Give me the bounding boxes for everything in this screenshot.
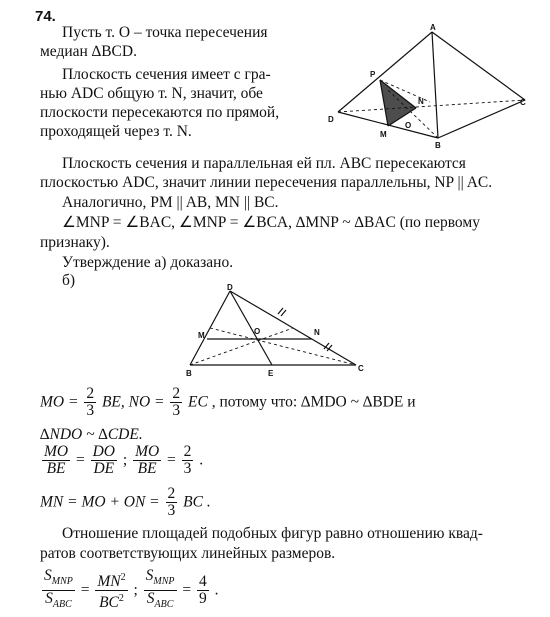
label-d: D xyxy=(328,115,334,124)
label-a: A xyxy=(430,23,436,32)
edge-bc xyxy=(438,100,525,138)
median-b-hidden xyxy=(190,328,293,365)
problem-number: 74. xyxy=(35,8,56,25)
label-b: B xyxy=(186,369,192,378)
body-line-1: Плоскость сечения и параллельная ей пл. ABC пересекаются xyxy=(62,155,466,172)
intro-line-6: проходящей через т. N. xyxy=(40,123,192,140)
formula-line-5 xyxy=(40,568,219,613)
label-o: O xyxy=(405,121,412,130)
body-line-4: ∠MNP = ∠BAC, ∠MNP = ∠BCA, ∆MNP ~ ∆BAC (по первому xyxy=(62,214,480,231)
formula-line-2: ∆NDO ~ ∆CDE. xyxy=(40,426,143,443)
f4-bc: BC . xyxy=(183,493,211,511)
edge-ab xyxy=(432,32,438,138)
median-de xyxy=(230,291,272,365)
f1-mo: MO = xyxy=(40,393,79,411)
fraction-two-thirds-4: $\frac{2}{3}$ xyxy=(167,485,176,519)
body-line-3: Аналогично, PM || AB, MN || BC. xyxy=(62,194,279,211)
label-n: N xyxy=(418,97,424,106)
eq-2: = xyxy=(167,451,176,469)
intro-line-5: плоскости пересекаются по прямой, xyxy=(40,104,280,121)
label-o: O xyxy=(254,327,261,336)
formula-line-1 xyxy=(40,386,416,419)
tetrahedron-figure xyxy=(320,20,530,155)
sep-1: ; xyxy=(122,451,128,469)
dot-1: . xyxy=(199,451,204,469)
f1-be: BE, NO = xyxy=(101,393,165,411)
fraction-four-ninths: $\frac{4}{9}$ xyxy=(199,573,207,608)
f1-tail: , потому что: ∆MDO ~ ∆BDE и xyxy=(211,393,416,411)
body-line-7: б) xyxy=(62,272,76,289)
label-e: E xyxy=(268,369,274,378)
median-c-hidden xyxy=(210,328,356,365)
fraction-mo-be-2: $\frac{MO}{BE}$ xyxy=(135,443,160,477)
edge-dc-hidden xyxy=(338,100,525,112)
intro-line-1: Пусть т. O – точка пересечения xyxy=(62,24,268,41)
label-c: C xyxy=(358,364,364,373)
f1-ec: EC xyxy=(188,393,208,411)
label-m: M xyxy=(198,331,205,340)
fraction-s-ratio-2: $\frac{S_{MNP}}{S_{ABC}}$ xyxy=(145,567,175,611)
formula-line-4 xyxy=(40,486,211,519)
area-text-1: Отношение площадей подобных фигур равно отношению квад- xyxy=(62,525,483,542)
sep-2: ; xyxy=(133,581,138,599)
label-p: P xyxy=(370,70,376,79)
fraction-mo-be-1: $\frac{MO}{BE}$ xyxy=(44,443,69,477)
fraction-two-thirds-2: $\frac{2}{3}$ xyxy=(172,385,181,419)
edge-ac xyxy=(432,32,525,100)
intro-line-4: нью ADC общую т. N, значит, обе xyxy=(40,85,263,102)
eq-4: = xyxy=(182,581,192,599)
tick-dn-1 xyxy=(278,308,283,314)
label-b: B xyxy=(435,141,441,150)
dot-2: . xyxy=(214,581,219,599)
label-c: C xyxy=(520,98,526,107)
intro-line-2: медиан ∆BCD. xyxy=(40,43,137,60)
fraction-two-thirds-1: $\frac{2}{3}$ xyxy=(86,385,95,419)
fraction-s-ratio-1: $\frac{S_{MNP}}{S_{ABC}}$ xyxy=(44,567,73,611)
intro-line-3: Плоскость сечения имеет с гра- xyxy=(62,66,271,83)
eq-3: = xyxy=(80,581,90,599)
triangle-figure xyxy=(180,283,370,378)
label-m: M xyxy=(380,130,387,139)
body-line-5: признаку). xyxy=(40,234,110,251)
area-text-2: ратов соответствующих линейных размеров. xyxy=(40,545,336,562)
fraction-mn2-bc2: $\frac{MN^2}{BC^2}$ xyxy=(97,571,126,612)
fraction-do-de: $\frac{DO}{DE}$ xyxy=(92,443,115,477)
f4-left: MN = MO + ON = xyxy=(40,493,160,511)
fraction-two-thirds-3: $\frac{2}{3}$ xyxy=(183,443,192,477)
formula-line-3 xyxy=(40,444,203,477)
body-line-6: Утверждение а) доказано. xyxy=(62,254,234,271)
body-line-2: плоскостью ADC, значит линии пересечения параллельны, NP || AC. xyxy=(40,174,493,191)
label-n: N xyxy=(314,328,320,337)
eq-1: = xyxy=(75,451,85,469)
label-d: D xyxy=(227,283,233,292)
tick-dn-2 xyxy=(281,310,286,316)
